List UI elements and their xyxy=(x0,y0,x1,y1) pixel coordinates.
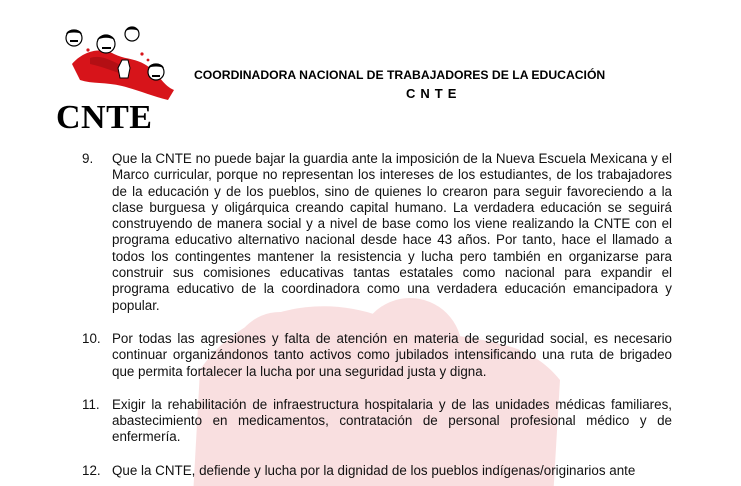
numbered-list xyxy=(0,151,741,486)
item-number: 10. xyxy=(82,330,101,346)
item-text: Por todas las agresiones y falta de atención en materia de seguridad social, es necesario continuar organizándonos tanto activos como jubilados intensificando una ruta de brigadeo que permita fortalecer la lucha por una seguridad justa y digna. xyxy=(112,330,672,379)
item-number: 9. xyxy=(82,151,94,166)
logo-wordmark: CNTE xyxy=(56,99,153,136)
list-item xyxy=(0,463,741,479)
item-text: Exigir la rehabilitación de infraestructura hospitalaria y de las unidades médicas familiares, abastecimiento en medicamentos, contratación de personal profesional médico y de enfermería. xyxy=(112,396,672,445)
logo-figures-image xyxy=(52,24,184,102)
item-text: Que la CNTE, defiende y lucha por la dignidad de los pueblos indígenas/originarios ante xyxy=(112,462,636,478)
organization-acronym: CNTE xyxy=(406,86,462,101)
list-item xyxy=(0,151,741,314)
organization-title: COORDINADORA NACIONAL DE TRABAJADORES DE LA EDUCACIÓN xyxy=(194,68,606,82)
list-item xyxy=(0,397,741,446)
cnte-logo xyxy=(52,24,184,136)
item-text: Que la CNTE no puede bajar la guardia ante la imposición de la Nueva Escuela Mexicana y el Marco curricular, porque no representan los intereses de los estudiantes, de los trabajadores de la educación y de los pueblos, sino de quienes lo crearon para seguir favoreciendo a la clase burguesa y oligárquica creando capital humano. La verdadera educación se seguirá construyendo de manera social y a nivel de base como los viene realizando la CNTE con el programa educativo alternativo nacional desde hace 43 años. Por tanto, hace el llamado a todos los contingentes mantener la resistencia y lucha pero también en organizarse para construir sus comisiones educativas tantas estatales como nacional para expandir el programa educativo de la coordinadora como una verdadera educación emancipadora y popular. xyxy=(112,151,672,313)
list-item xyxy=(0,331,741,380)
item-number: 11. xyxy=(82,396,100,412)
item-number: 12. xyxy=(82,462,101,478)
